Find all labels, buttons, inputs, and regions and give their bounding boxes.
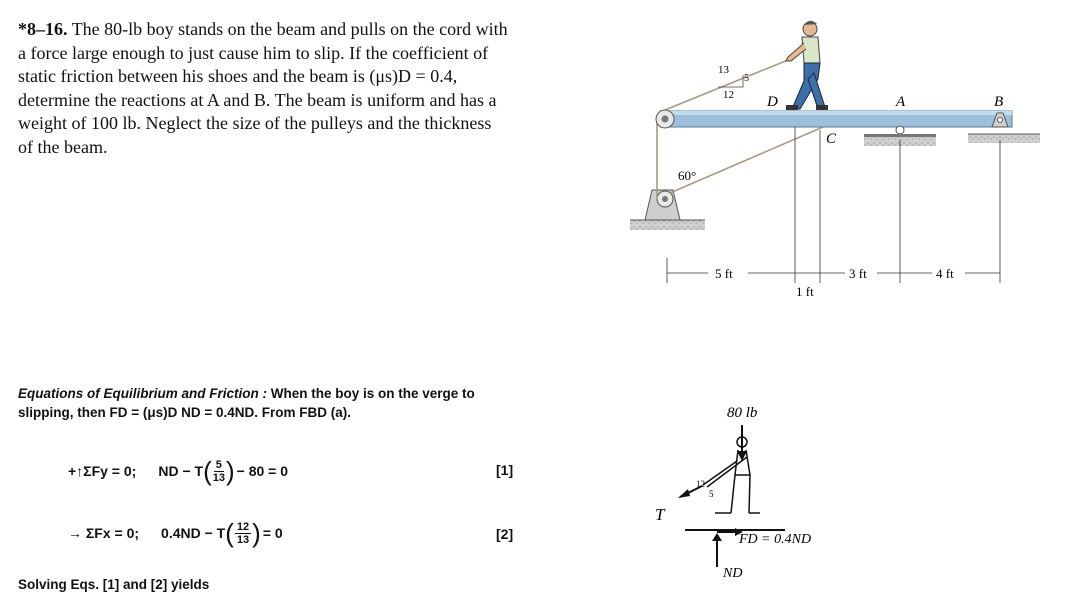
eq1-fraction bbox=[213, 459, 225, 484]
slope-rise: 5 bbox=[744, 73, 749, 84]
equation-2: → ΣFx = 0; 0.4ND − T ( $\frac{12}{13}$ ) = 0 bbox=[68, 518, 283, 548]
solution-intro bbox=[18, 384, 528, 422]
angle-label: 60° bbox=[678, 168, 697, 183]
fbd-friction: FD = 0.4ND bbox=[739, 532, 812, 547]
ground-left bbox=[630, 220, 705, 230]
eq1-lhs: ND − T bbox=[158, 463, 204, 479]
fbd-weight: 80 lb bbox=[727, 405, 758, 421]
eq1-num: 5 bbox=[215, 458, 222, 471]
fbd-small-12: 12 bbox=[696, 479, 705, 489]
label-d: D bbox=[767, 94, 778, 110]
dimension-lines bbox=[667, 127, 1000, 283]
ground-b bbox=[968, 134, 1040, 143]
eq1-tag: [1] bbox=[496, 462, 514, 478]
fbd-normal: ND bbox=[723, 566, 743, 581]
eq1-den: 13 bbox=[212, 471, 225, 484]
dim-1ft: 1 ft bbox=[796, 284, 814, 299]
eq2-tag: [2] bbox=[496, 526, 514, 542]
roller-a bbox=[896, 126, 904, 134]
dim-4ft: 4 ft bbox=[936, 266, 954, 281]
slope-hyp: 13 bbox=[718, 64, 729, 76]
solution-lead: Equations of Equilibrium and Friction : bbox=[18, 386, 267, 401]
solution-intro-text: When the boy is on the verge to slipping, then FD = (μs)D ND = 0.4ND. From FBD (a). bbox=[18, 386, 475, 420]
eq2-rhs: = 0 bbox=[262, 525, 283, 541]
eq2-prefix: → ΣFx = 0; bbox=[68, 525, 140, 541]
problem-number: *8–16. bbox=[18, 19, 68, 39]
fbd-tension: T bbox=[655, 505, 665, 524]
equation-1: +↑ΣFy = 0; ND − T ( $\frac{5}{13}$ ) − 80 = 0 bbox=[68, 456, 289, 486]
cord-60 bbox=[670, 127, 823, 193]
eq2-fraction bbox=[235, 521, 251, 546]
slope-run: 12 bbox=[723, 89, 734, 101]
beam-figure bbox=[620, 15, 1050, 305]
dim-3ft: 3 ft bbox=[849, 266, 867, 281]
boy-figure bbox=[786, 21, 828, 110]
slope-triangle bbox=[718, 75, 743, 87]
dim-5ft: 5 ft bbox=[715, 266, 733, 281]
eq2-lhs: 0.4ND − T bbox=[161, 525, 226, 541]
eq2-den: 13 bbox=[236, 533, 250, 546]
fbd-boy bbox=[703, 437, 760, 513]
label-c: C bbox=[826, 131, 837, 147]
fbd-small-5: 5 bbox=[709, 489, 714, 499]
label-b: B bbox=[994, 94, 1004, 110]
problem-statement bbox=[18, 18, 508, 159]
free-body-diagram bbox=[645, 395, 845, 590]
label-a: A bbox=[896, 94, 906, 110]
solution-trailing: Solving Eqs. [1] and [2] yields bbox=[18, 577, 210, 592]
eq1-rhs: − 80 = 0 bbox=[236, 463, 289, 479]
eq1-prefix: +↑ΣFy = 0; bbox=[68, 463, 137, 479]
eq2-num: 12 bbox=[236, 520, 250, 533]
problem-text: The 80-lb boy stands on the beam and pulls on the cord with a force large enough to just cause him to slip. If the coefficient of static friction between his shoes and the beam is (μs)D = 0.4, determine the reactions at A and B. The beam is uniform and has a weight of 100 lb. Neglect the size of the pulleys and the thickness of the beam. bbox=[18, 19, 508, 157]
